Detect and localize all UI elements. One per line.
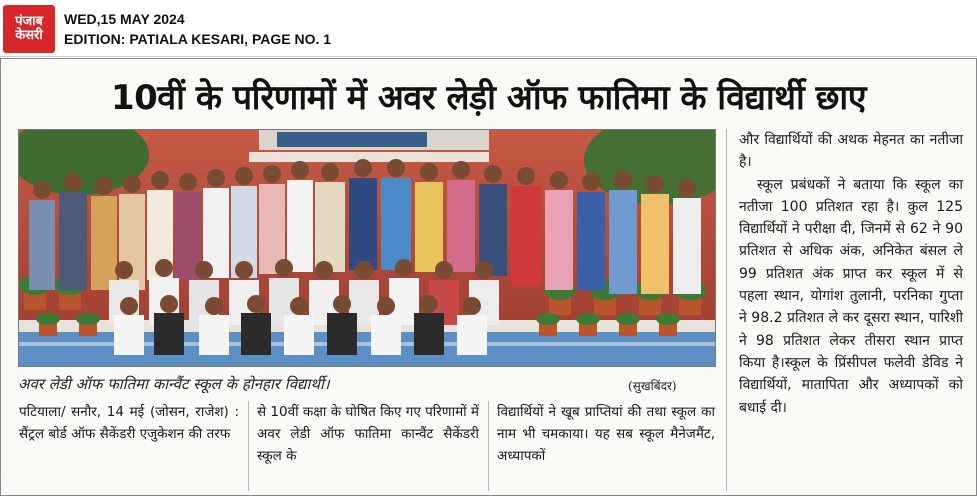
punjab-kesari-logo[interactable]	[3, 5, 55, 53]
headline: 10वीं के परिणामों में अवर लेड़ी ऑफ फातिमा के विद्यार्थी छाए	[110, 78, 867, 118]
column-3-text: विद्यार्थियों ने खूब प्राप्तियां की तथा स्कूल का नाम भी चमकाया। यह सब स्कूल मैनेजमैंट, अध्यापकों	[497, 404, 715, 464]
photo-credit: (सुखबिंदर)	[628, 379, 677, 393]
masthead-bar	[0, 0, 977, 57]
photo-caption: अवर लेडी ऑफ फातिमा कान्वैंट स्कूल के होनहार विद्यार्थी।	[18, 375, 330, 393]
article-column-1	[19, 401, 239, 445]
column-4-paragraph-1: और विद्यार्थियों की अथक मेहनत का नतीजा है।	[739, 132, 963, 171]
edition-info: EDITION: PATIALA KESARI, PAGE NO. 1	[64, 31, 332, 47]
column-4-paragraph-2: स्कूल प्रबंधकों ने बताया कि स्कूल का नतीजा 100 प्रतिशत रहा है। कुल 125 विद्यार्थियों ने परीक्षा दी, जिनमें से 62 ने 90 प्रतिशत से अधिक अंक, अनिकेत बंसल ले 99 प्रतिशत अंक प्राप्त कर स्कूल में से पहला स्थान, योगांश तुलानी, परनिका गुप्ता ने 98.2 प्रतिशत ले कर दूसरा स्थान, पारिशी ने 98 प्रतिशत लेकर तीसरा स्थान प्राप्त किया है।स्कूल के प्रिंसीपल फलेवी डेविड ने विद्यार्थियों, मातापिता और अध्यापकों को बधाई दी।	[739, 176, 963, 416]
column-1-text: पटियाला/ सनौर, 14 मई (जोसन, राजेश) : सैंट्रल बोर्ड ऑफ सैकेंडरी एजुकेशन की तरफ	[19, 404, 239, 442]
publication-date: WED,15 MAY 2024	[64, 11, 185, 27]
column-divider-3	[726, 129, 727, 491]
article-column-4	[739, 129, 963, 419]
column-2-text: से 10वीं कक्षा के घोषित किए गए परिणामों में अवर लेडी ऑफ फातिमा कान्वैंट सैकेंडरी स्कूल के	[257, 404, 479, 464]
group-photo-image	[19, 130, 715, 366]
column-divider-1	[248, 401, 249, 491]
edition-meta	[64, 9, 331, 49]
article-clipping	[0, 58, 977, 496]
article-column-3	[497, 401, 715, 467]
logo-line-2: केसरी	[15, 28, 43, 43]
group-photo[interactable]	[18, 129, 716, 367]
logo-line-1: पंजाब	[15, 14, 43, 30]
column-divider-2	[488, 401, 489, 491]
article-column-2	[257, 401, 479, 467]
